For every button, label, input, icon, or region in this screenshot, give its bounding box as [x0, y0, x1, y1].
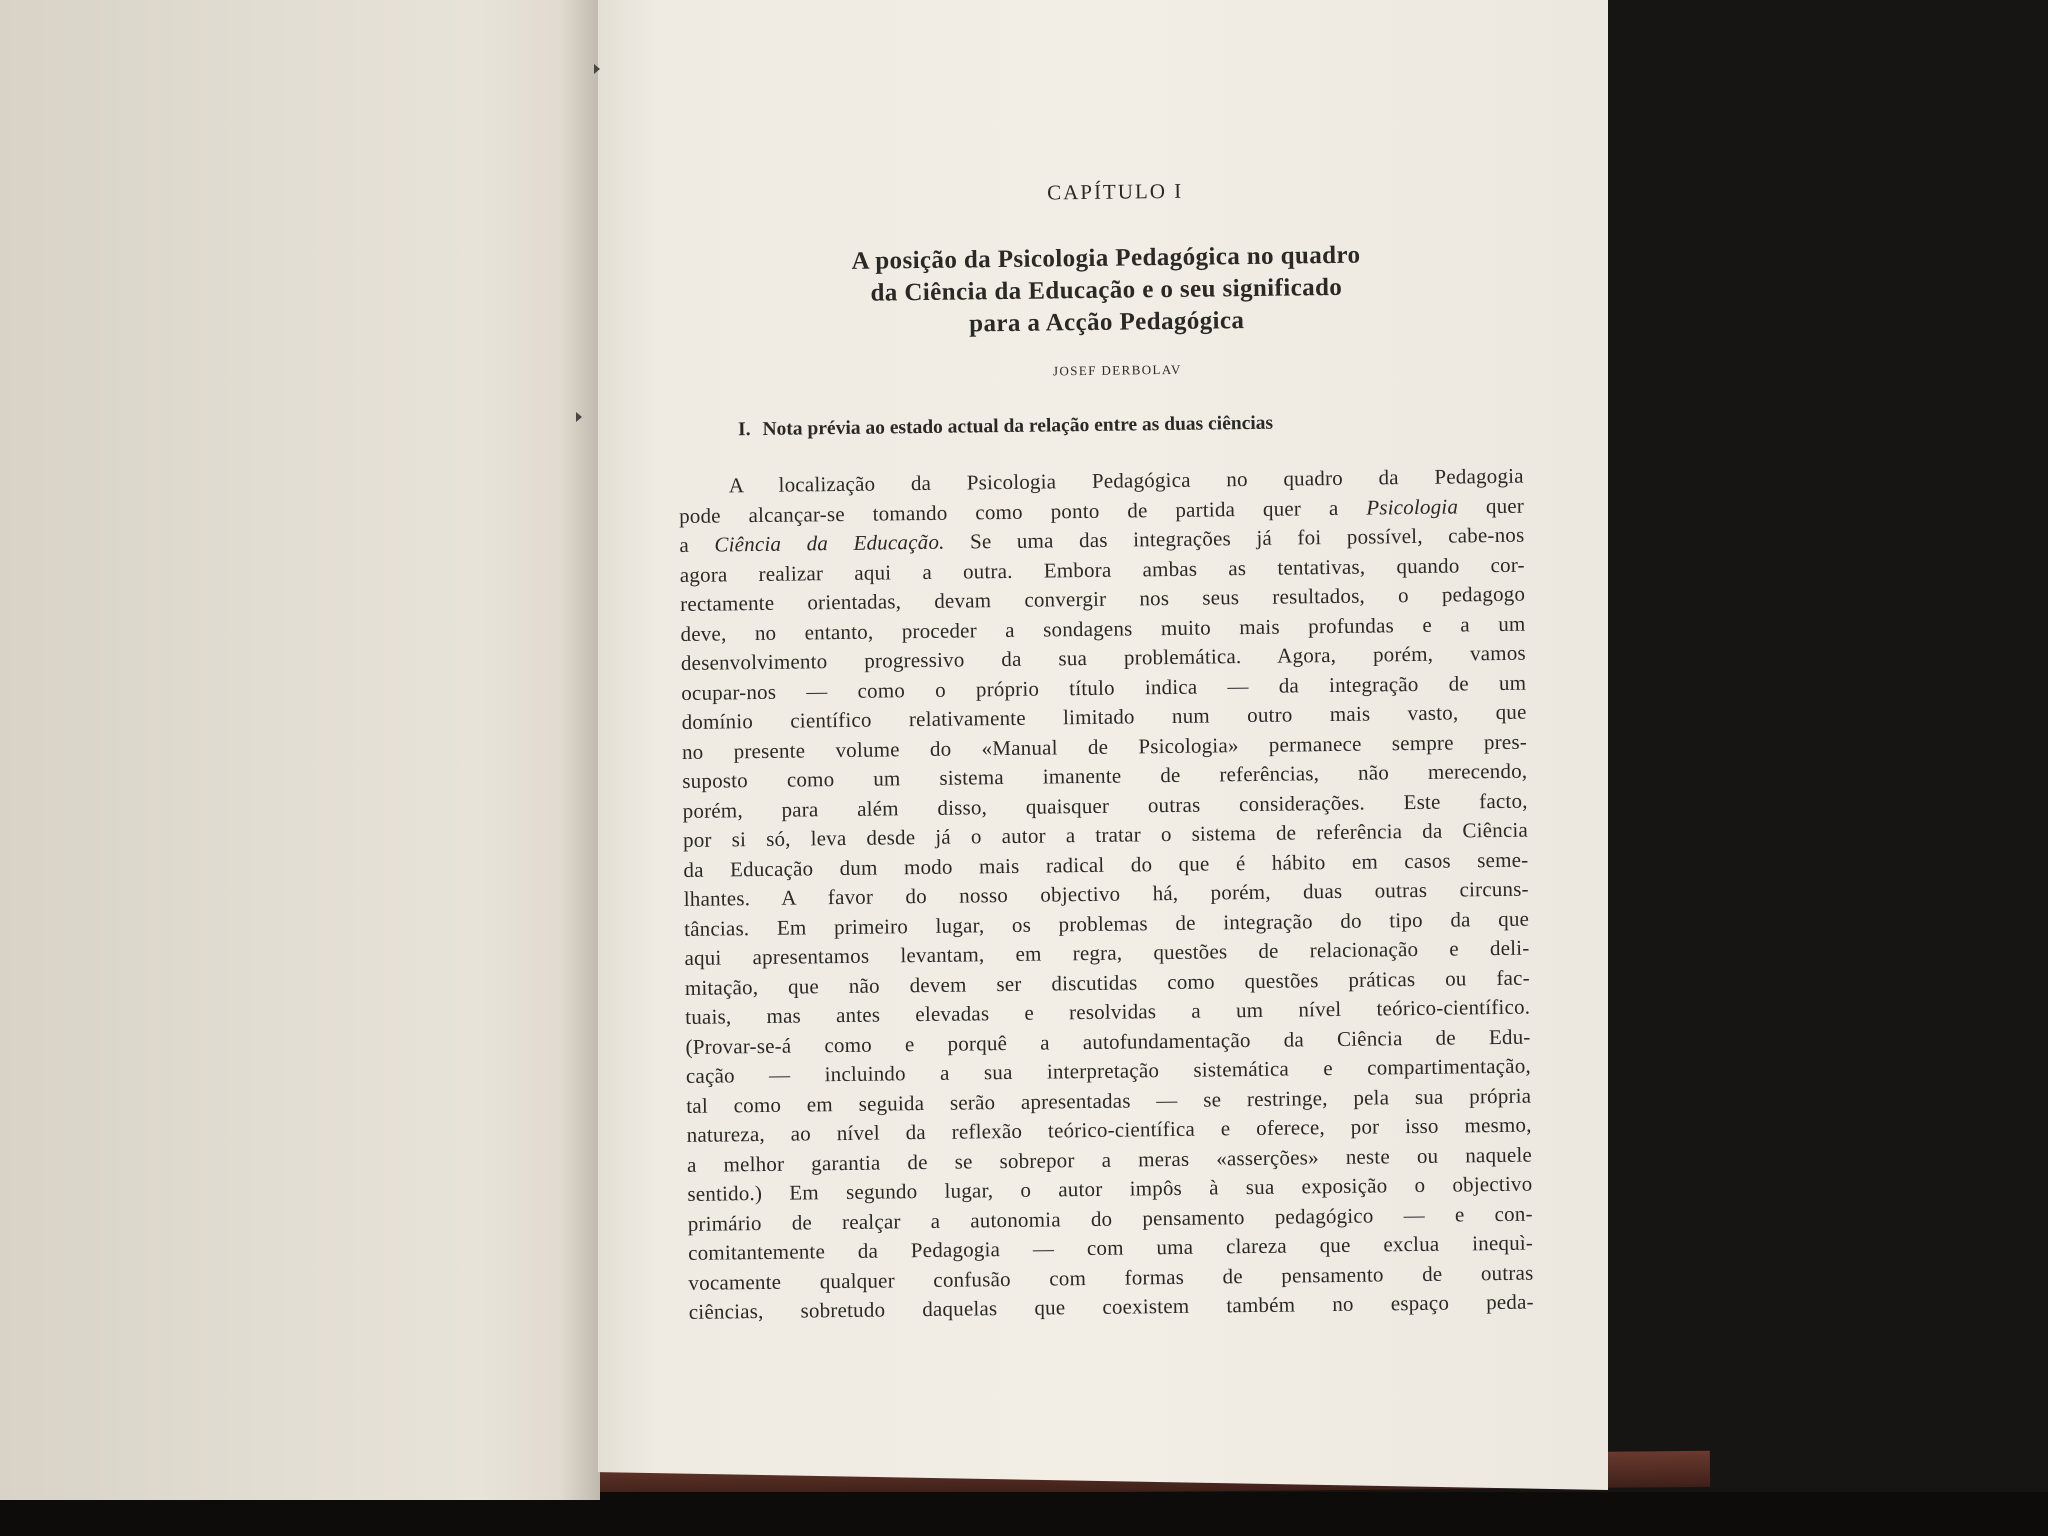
chapter-label: CAPÍTULO I [1046, 178, 1184, 205]
text-segment: sentido.) Em segundo lugar, o autor impôs à sua exposição o objectivo [687, 1171, 1533, 1206]
text-segment: lhantes. A favor do nosso objectivo há, porém, duas outras circuns- [683, 876, 1529, 911]
text-segment: ciências, sobretudo daquelas que coexistem também no espaço peda- [688, 1289, 1534, 1324]
text-segment: tuais, mas antes elevadas e resolvidas a um nível teórico-científico. [685, 994, 1531, 1029]
text-segment: comitantemente da Pedagogia — com uma clareza que exclua inequì- [687, 1230, 1534, 1265]
text-segment: a melhor garantia de se sobrepor a meras «asserções» neste ou naquele [686, 1142, 1533, 1177]
section-title: Nota prévia ao estado actual da relação entre as duas ciências [762, 412, 1274, 440]
text-segment: natureza, ao nível da reflexão teórico-científica e oferece, por isso mesmo, [686, 1112, 1532, 1147]
text-segment: cação — incluindo a sua interpretação sistemática e compartimentação, [685, 1053, 1532, 1088]
title-line: A posição da Psicologia Pedagógica no quadro [851, 241, 1361, 275]
text-segment: ocupar-nos — como o próprio título indica — da integração de um [681, 670, 1527, 705]
text-segment: tal como em seguida serão apresentadas — se restringe, pela sua própria [686, 1083, 1532, 1118]
text-segment: por si só, leva desde já o autor a tratar o sistema de referência da Ciência [682, 817, 1529, 852]
text-segment: suposto como um sistema imanente de referências, não merecendo, [682, 758, 1528, 793]
text-segment: quer [1457, 493, 1525, 518]
author-name: JOSEF DERBOLAV [1052, 361, 1182, 379]
left-page [0, 0, 600, 1500]
text-segment: pode alcançar-se tomando como ponto de partida quer a [678, 495, 1367, 528]
text-segment: a [679, 532, 715, 557]
text-segment: primário de realçar a autonomia do pensamento pedagógico — e con- [687, 1201, 1533, 1236]
italic-text: Psicologia [1366, 493, 1459, 520]
text-segment: vocamente qualquer confusão com formas de pensamento de outras [688, 1260, 1534, 1295]
italic-text: Ciência da Educação. [714, 529, 945, 557]
text-segment: agora realizar aqui a outra. Embora ambas as tentativas, quando cor- [679, 552, 1525, 587]
text-segment: da Educação dum modo mais radical do que é hábito em casos seme- [683, 847, 1529, 882]
text-segment: A localização da Psicologia Pedagógica no quadro da Pedagogia [728, 463, 1524, 498]
text-segment: no presente volume do «Manual de Psicologia» permanece sempre pres- [681, 729, 1528, 764]
section-number: I. [737, 419, 751, 441]
text-segment: aqui apresentamos levantam, em regra, questões de relacionação e deli- [684, 935, 1530, 970]
text-segment: Se uma das integrações já foi possível, cabe-nos [944, 522, 1525, 554]
title-line: para a Acção Pedagógica [969, 307, 1245, 338]
text-segment: porém, para além disso, quaisquer outras considerações. Este facto, [682, 788, 1528, 823]
text-segment: tâncias. Em primeiro lugar, os problemas de integração do tipo da que [683, 906, 1530, 941]
text-segment: domínio científico relativamente limitado num outro mais vasto, que [681, 699, 1527, 734]
chapter-title [686, 238, 1527, 344]
text-segment: (Provar-se-á como e porquê a autofundamentação da Ciência de Edu- [685, 1024, 1531, 1059]
body-text [679, 462, 1534, 1328]
title-line: da Ciência da Educação e o seu significado [870, 273, 1343, 307]
text-segment: mitação, que não devem ser discutidas como questões práticas ou fac- [684, 965, 1530, 1000]
text-segment: deve, no entanto, proceder a sondagens muito mais profundas e a um [680, 611, 1526, 646]
text-segment: desenvolvimento progressivo da sua problemática. Agora, porém, vamos [680, 640, 1526, 675]
text-segment: rectamente orientadas, devam convergir nos seus resultados, o pedagogo [680, 581, 1526, 616]
